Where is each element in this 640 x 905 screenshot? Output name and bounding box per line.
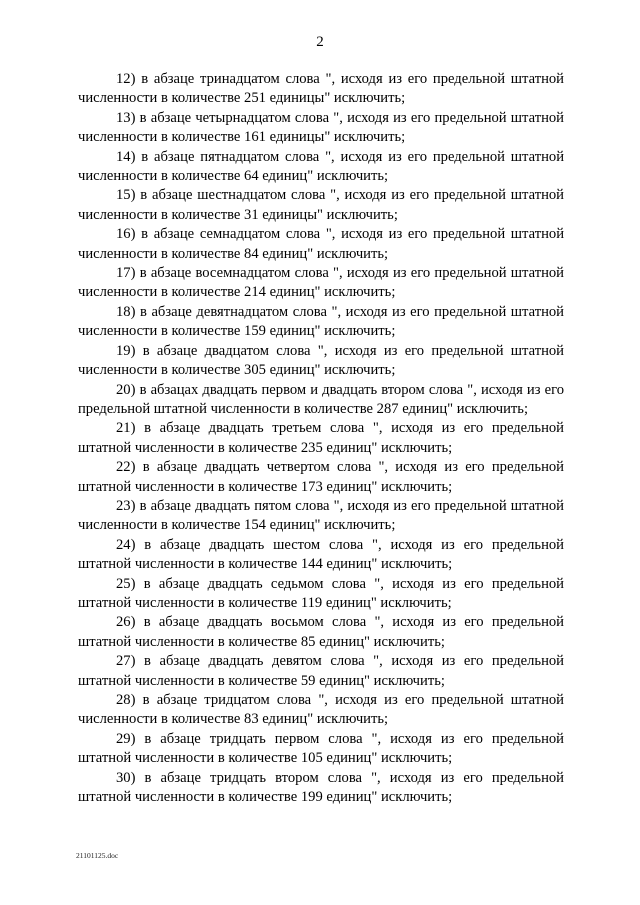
list-item: 21) в абзаце двадцать третьем слова ", исходя из его предельной штатной численности в количестве 235 единиц" исключить; xyxy=(78,420,564,456)
list-item: 15) в абзаце шестнадцатом слова ", исходя из его предельной штатной численности в количестве 31 единицы" исключить; xyxy=(78,187,564,223)
list-item: 29) в абзаце тридцать первом слова ", исходя из его предельной штатной численности в количестве 105 единиц" исключить; xyxy=(78,730,564,767)
list-item: 22) в абзаце двадцать четвертом слова ", исходя из его предельной штатной численности в количестве 173 единиц" исключить; xyxy=(78,459,564,495)
list-item: 17) в абзаце восемнадцатом слова ", исходя из его предельной штатной численности в количестве 214 единиц" исключить; xyxy=(78,265,564,301)
list-item: 19) в абзаце двадцатом слова ", исходя из его предельной штатной численности в количестве 305 единиц" исключить; xyxy=(78,342,564,379)
list-item: 28) в абзаце тридцатом слова ", исходя из его предельной штатной численности в количестве 83 единиц" исключить; xyxy=(78,692,564,728)
list-item: 26) в абзаце двадцать восьмом слова ", исходя из его предельной штатной численности в количестве 85 единиц" исключить; xyxy=(78,614,564,650)
document-body xyxy=(78,70,564,807)
list-item: 13) в абзаце четырнадцатом слова ", исходя из его предельной штатной численности в количестве 161 единицы" исключить; xyxy=(78,109,564,146)
page-number: 2 xyxy=(316,34,324,50)
list-item: 18) в абзаце девятнадцатом слова ", исходя из его предельной штатной численности в количестве 159 единиц" исключить; xyxy=(78,303,564,340)
list-item: 14) в абзаце пятнадцатом слова ", исходя из его предельной штатной численности в количестве 64 единиц" исключить; xyxy=(78,148,564,185)
list-item: 25) в абзаце двадцать седьмом слова ", исходя из его предельной штатной численности в количестве 119 единиц" исключить; xyxy=(78,575,564,611)
list-item: 20) в абзацах двадцать первом и двадцать втором слова ", исходя из его предельной штатной численности в количестве 287 единиц" исключить; xyxy=(78,381,564,417)
file-name-footer: 21101125.doc xyxy=(76,851,119,860)
list-item: 24) в абзаце двадцать шестом слова ", исходя из его предельной штатной численности в количестве 144 единиц" исключить; xyxy=(78,536,564,573)
list-item: 30) в абзаце тридцать втором слова ", исходя из его предельной штатной численности в количестве 199 единиц" исключить; xyxy=(78,769,564,806)
list-item: 27) в абзаце двадцать девятом слова ", исходя из его предельной штатной численности в количестве 59 единиц" исключить; xyxy=(78,653,564,689)
list-item: 16) в абзаце семнадцатом слова ", исходя из его предельной штатной численности в количестве 84 единиц" исключить; xyxy=(78,226,564,262)
list-item: 23) в абзаце двадцать пятом слова ", исходя из его предельной штатной численности в количестве 154 единиц" исключить; xyxy=(78,497,564,534)
list-item: 12) в абзаце тринадцатом слова ", исходя из его предельной штатной численности в количестве 251 единицы" исключить; xyxy=(78,71,564,107)
